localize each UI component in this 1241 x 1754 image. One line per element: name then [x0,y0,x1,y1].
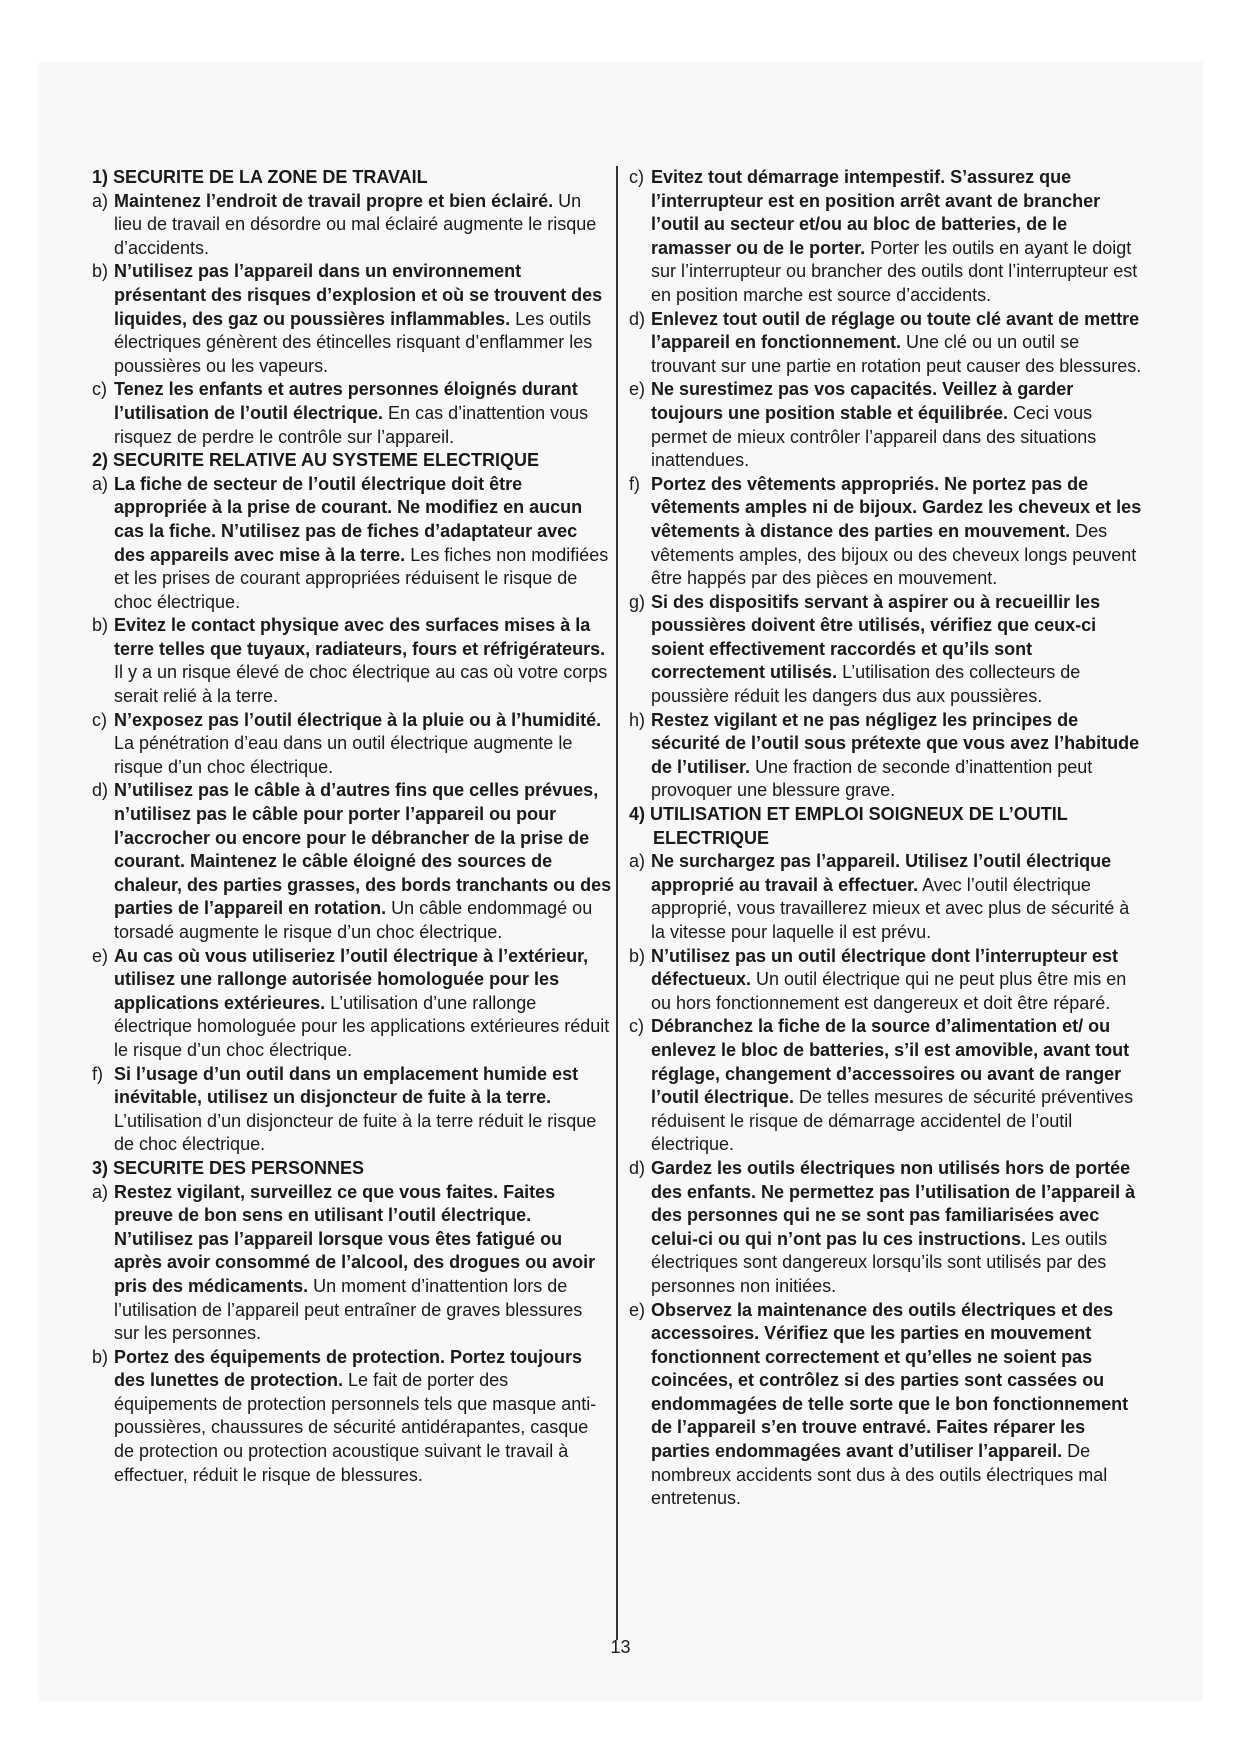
rule-letter: a) [629,851,646,872]
rule-instruction: La fiche de secteur de l’outil électrique doit être appropriée à la prise de courant. Ne modifiez en aucun cas la fiche. N’utilisez pas de fiches d’adaptateur avec des appareils avec mise à la terre. [114,473,583,565]
rule-explanation: La pénétration d’eau dans un outil électrique augmente le risque d’un choc électrique. [114,733,573,777]
rule-instruction: Si l’usage d’un outil dans un emplacement humide est inévitable, utilisez un disjoncteur de fuite à la terre. [114,1063,579,1108]
section-heading: 1) SECURITE DE LA ZONE DE TRAVAIL [92,167,428,187]
rule-explanation: Les outils électriques génèrent des étincelles risquant d’enflammer les poussières ou les vapeurs. [114,308,593,376]
safety-rule [629,1299,1145,1511]
rule-explanation: L’utilisation des collecteurs de poussière réduit les dangers dus aux poussières. [651,662,1081,707]
rule-explanation: En cas d’inattention vous risquez de perdre le contrôle sur l’appareil. [114,402,589,447]
safety-rule [92,1346,612,1488]
rule-letter: b) [629,945,646,966]
section-heading: 2) SECURITE RELATIVE AU SYSTEME ELECTRIQUE [92,450,540,471]
rule-letter: b) [92,261,109,282]
rule-explanation: Porter les outils en ayant le doigt sur l’interrupteur ou brancher des outils dont l’interrupteur est en position marche est source d’accidents. [651,237,1138,305]
rule-letter: d) [629,308,646,329]
rule-explanation: Un câble endommagé ou torsadé augmente le risque d’un choc électrique. [114,898,593,942]
rule-explanation: Un lieu de travail en désordre ou mal éclairé augmente le risque d’accidents. [114,190,597,258]
rule-letter: d) [629,1157,646,1178]
rule-letter: c) [629,1016,644,1037]
rule-letter: c) [92,379,107,400]
rule-instruction: Restez vigilant, surveillez ce que vous faites. Faites preuve de bon sens en utilisant l’outil électrique. N’utilisez pas l’appareil lorsque vous êtes fatigué ou après avoir consommé de l’alcool, des drogues ou avoir pris des médicaments. [114,1181,596,1296]
rule-explanation: Un moment d’inattention lors de l’utilisation de l’appareil peut entraîner de graves blessures sur les personnes. [114,1275,583,1344]
safety-rule [629,709,1145,803]
rule-instruction: Au cas où vous utiliseriez l’outil électrique à l’extérieur, utilisez une rallonge autorisée homologuée pour les applications extérieures. [114,945,589,1013]
rule-letter: b) [92,615,109,636]
safety-rule [92,945,612,1063]
section-heading: 4) UTILISATION ET EMPLOI SOIGNEUX DE L’OUTIL ELECTRIQUE [629,804,1068,848]
rule-letter: a) [92,1181,109,1202]
right-column [629,166,1145,1511]
section-heading: 3) SECURITE DES PERSONNES [92,1157,365,1178]
rule-instruction: Enlevez tout outil de réglage ou toute clé avant de mettre l’appareil en fonctionnement. [651,308,1140,353]
rule-letter: h) [629,709,646,730]
rule-instruction: Maintenez l’endroit de travail propre et bien éclairé. [114,190,554,211]
rule-instruction: Portez des vêtements appropriés. Ne portez pas de vêtements amples ni de bijoux. Gardez les cheveux et les vêtements à distance des parties en mouvement. [651,473,1142,541]
rule-letter: g) [629,591,646,612]
column-divider [616,166,618,1640]
rule-letter: f) [629,473,640,494]
rule-letter: c) [92,709,107,730]
rule-instruction: N’exposez pas l’outil électrique à la pluie ou à l’humidité. [114,709,602,730]
rule-explanation: De nombreux accidents sont dus à des outils électriques mal entretenus. [651,1441,1108,1509]
safety-rule [629,308,1145,379]
rule-explanation: De telles mesures de sécurité préventives réduisent le risque de démarrage accidentel de l’outil électrique. [651,1087,1134,1155]
rule-letter: e) [92,945,109,966]
rule-instruction: Tenez les enfants et autres personnes éloignés durant l’utilisation de l’outil électrique. [114,379,578,423]
safety-rule [92,709,612,780]
rule-instruction: Observez la maintenance des outils électriques et des accessoires. Vérifiez que les parties en mouvement fonctionnent correctement et qu’elles ne soient pas coincées, et contrôlez si des parties sont cassées ou endommagées de telle sorte que le bon fonctionnement de l’appareil s’en trouve entravé. Faites réparer les parties endommagées avant d’utiliser l’appareil. [651,1299,1129,1462]
rule-letter: b) [92,1346,109,1367]
safety-rule [629,1157,1145,1299]
rule-explanation: L’utilisation d’un disjoncteur de fuite à la terre réduit le risque de choc électrique. [114,1110,597,1155]
rule-explanation: Ceci vous permet de mieux contrôler l’appareil dans des situations inattendues. [651,402,1097,471]
safety-rule [92,190,612,261]
rule-explanation: Il y a un risque élevé de choc électrique au cas où votre corps serait relié à la terre. [114,662,608,707]
safety-rule [629,473,1145,591]
rule-letter: d) [92,780,109,801]
page-number: 13 [610,1637,631,1657]
rule-explanation: L’utilisation d’une rallonge électrique homologuée pour les applications extérieures réduit le risque d’un choc électrique. [114,992,610,1060]
left-column [92,166,612,1487]
rule-explanation: Avec l’outil électrique approprié, vous travaillerez mieux et avec plus de sécurité à la vitesse pour laquelle il est prévu. [651,874,1130,942]
safety-rule [92,260,612,378]
rule-explanation: Des vêtements amples, des bijoux ou des cheveux longs peuvent être happés par des pièces en mouvement. [651,520,1137,589]
rule-instruction: N’utilisez pas un outil électrique dont l’interrupteur est défectueux. [651,945,1119,990]
rule-letter: a) [92,473,109,494]
rule-explanation: Une clé ou un outil se trouvant sur une partie en rotation peut causer des blessures. [651,332,1142,376]
safety-rule [92,614,612,708]
safety-rule [629,1015,1145,1157]
rule-letter: a) [92,190,109,211]
safety-rule [629,850,1145,944]
rule-instruction: Restez vigilant et ne pas négligez les principes de sécurité de l’outil sous prétexte que vous avez l’habitude de l’utiliser. [651,709,1140,777]
rule-instruction: N’utilisez pas l’appareil dans un environnement présentant des risques d’explosion et où se trouvent des liquides, des gaz ou poussières inflammables. [114,261,603,329]
safety-rule [92,473,612,615]
rule-letter: c) [629,167,644,187]
rule-instruction: Evitez le contact physique avec des surfaces mises à la terre telles que tuyaux, radiateurs, fours et réfrigérateurs. [114,615,606,659]
rule-explanation: Les fiches non modifiées et les prises de courant appropriées réduisent le risque de choc électrique. [114,544,609,612]
rule-explanation: Un outil électrique qui ne peut plus être mis en ou hors fonctionnement est dangereux et doit être réparé. [651,969,1127,1013]
rule-instruction: Evitez tout démarrage intempestif. S’assurez que l’interrupteur est en position arrêt avant de brancher l’outil au secteur et/ou au bloc de batteries, de le ramasser ou de le porter. [651,167,1101,258]
safety-rule [629,166,1145,308]
rule-letter: f) [92,1063,103,1084]
safety-rule [629,945,1145,1016]
safety-rule [92,1063,612,1157]
rule-explanation: Le fait de porter des équipements de protection personnels tels que masque anti-poussières, chaussures de sécurité antidérapantes, casque de protection ou protection acoustique suivant le travail à effectuer, réduit le risque de blessures. [114,1370,597,1485]
safety-rule [629,378,1145,472]
rule-instruction: Gardez les outils électriques non utilisés hors de portée des enfants. Ne permettez pas l’utilisation de l’appareil à des personnes qui ne se sont pas familiarisées avec celui-ci ou qui n’ont pas lu ces instructions. [651,1157,1136,1249]
safety-rule [92,378,612,449]
rule-instruction: Ne surestimez pas vos capacités. Veillez à garder toujours une position stable et équilibrée. [651,379,1074,423]
safety-rule [629,591,1145,709]
rule-instruction: Ne surchargez pas l’appareil. Utilisez l’outil électrique approprié au travail à effectuer. [651,851,1112,895]
safety-rule [92,1181,612,1346]
safety-rule [92,779,612,944]
rule-letter: e) [629,1299,646,1320]
rule-letter: e) [629,379,646,400]
rule-explanation: Une fraction de seconde d’inattention peut provoquer une blessure grave. [651,756,1093,801]
rule-instruction: N’utilisez pas le câble à d’autres fins que celles prévues, n’utilisez pas le câble pour porter l’appareil ou pour l’accrocher ou encore pour le débrancher de la prise de courant. Maintenez le câble éloigné des sources de chaleur, des parties grasses, des bords tranchants ou des parties de l’appareil en rotation. [114,780,612,919]
rule-instruction: Si des dispositifs servant à aspirer ou à recueillir les poussières doivent être utilisés, vérifiez que ceux-ci soient effectivement raccordés et qu’ils sont correctement utilisés. [651,591,1101,683]
rule-instruction: Débranchez la fiche de la source d’alimentation et/ ou enlevez le bloc de batteries, s’il est amovible, avant tout réglage, changement d’accessoires ou avant de ranger l’outil électrique. [651,1016,1130,1108]
rule-instruction: Portez des équipements de protection. Portez toujours des lunettes de protection. [114,1346,583,1391]
rule-explanation: Les outils électriques sont dangereux lorsqu’ils sont utilisés par des personnes non initiées. [651,1228,1108,1296]
